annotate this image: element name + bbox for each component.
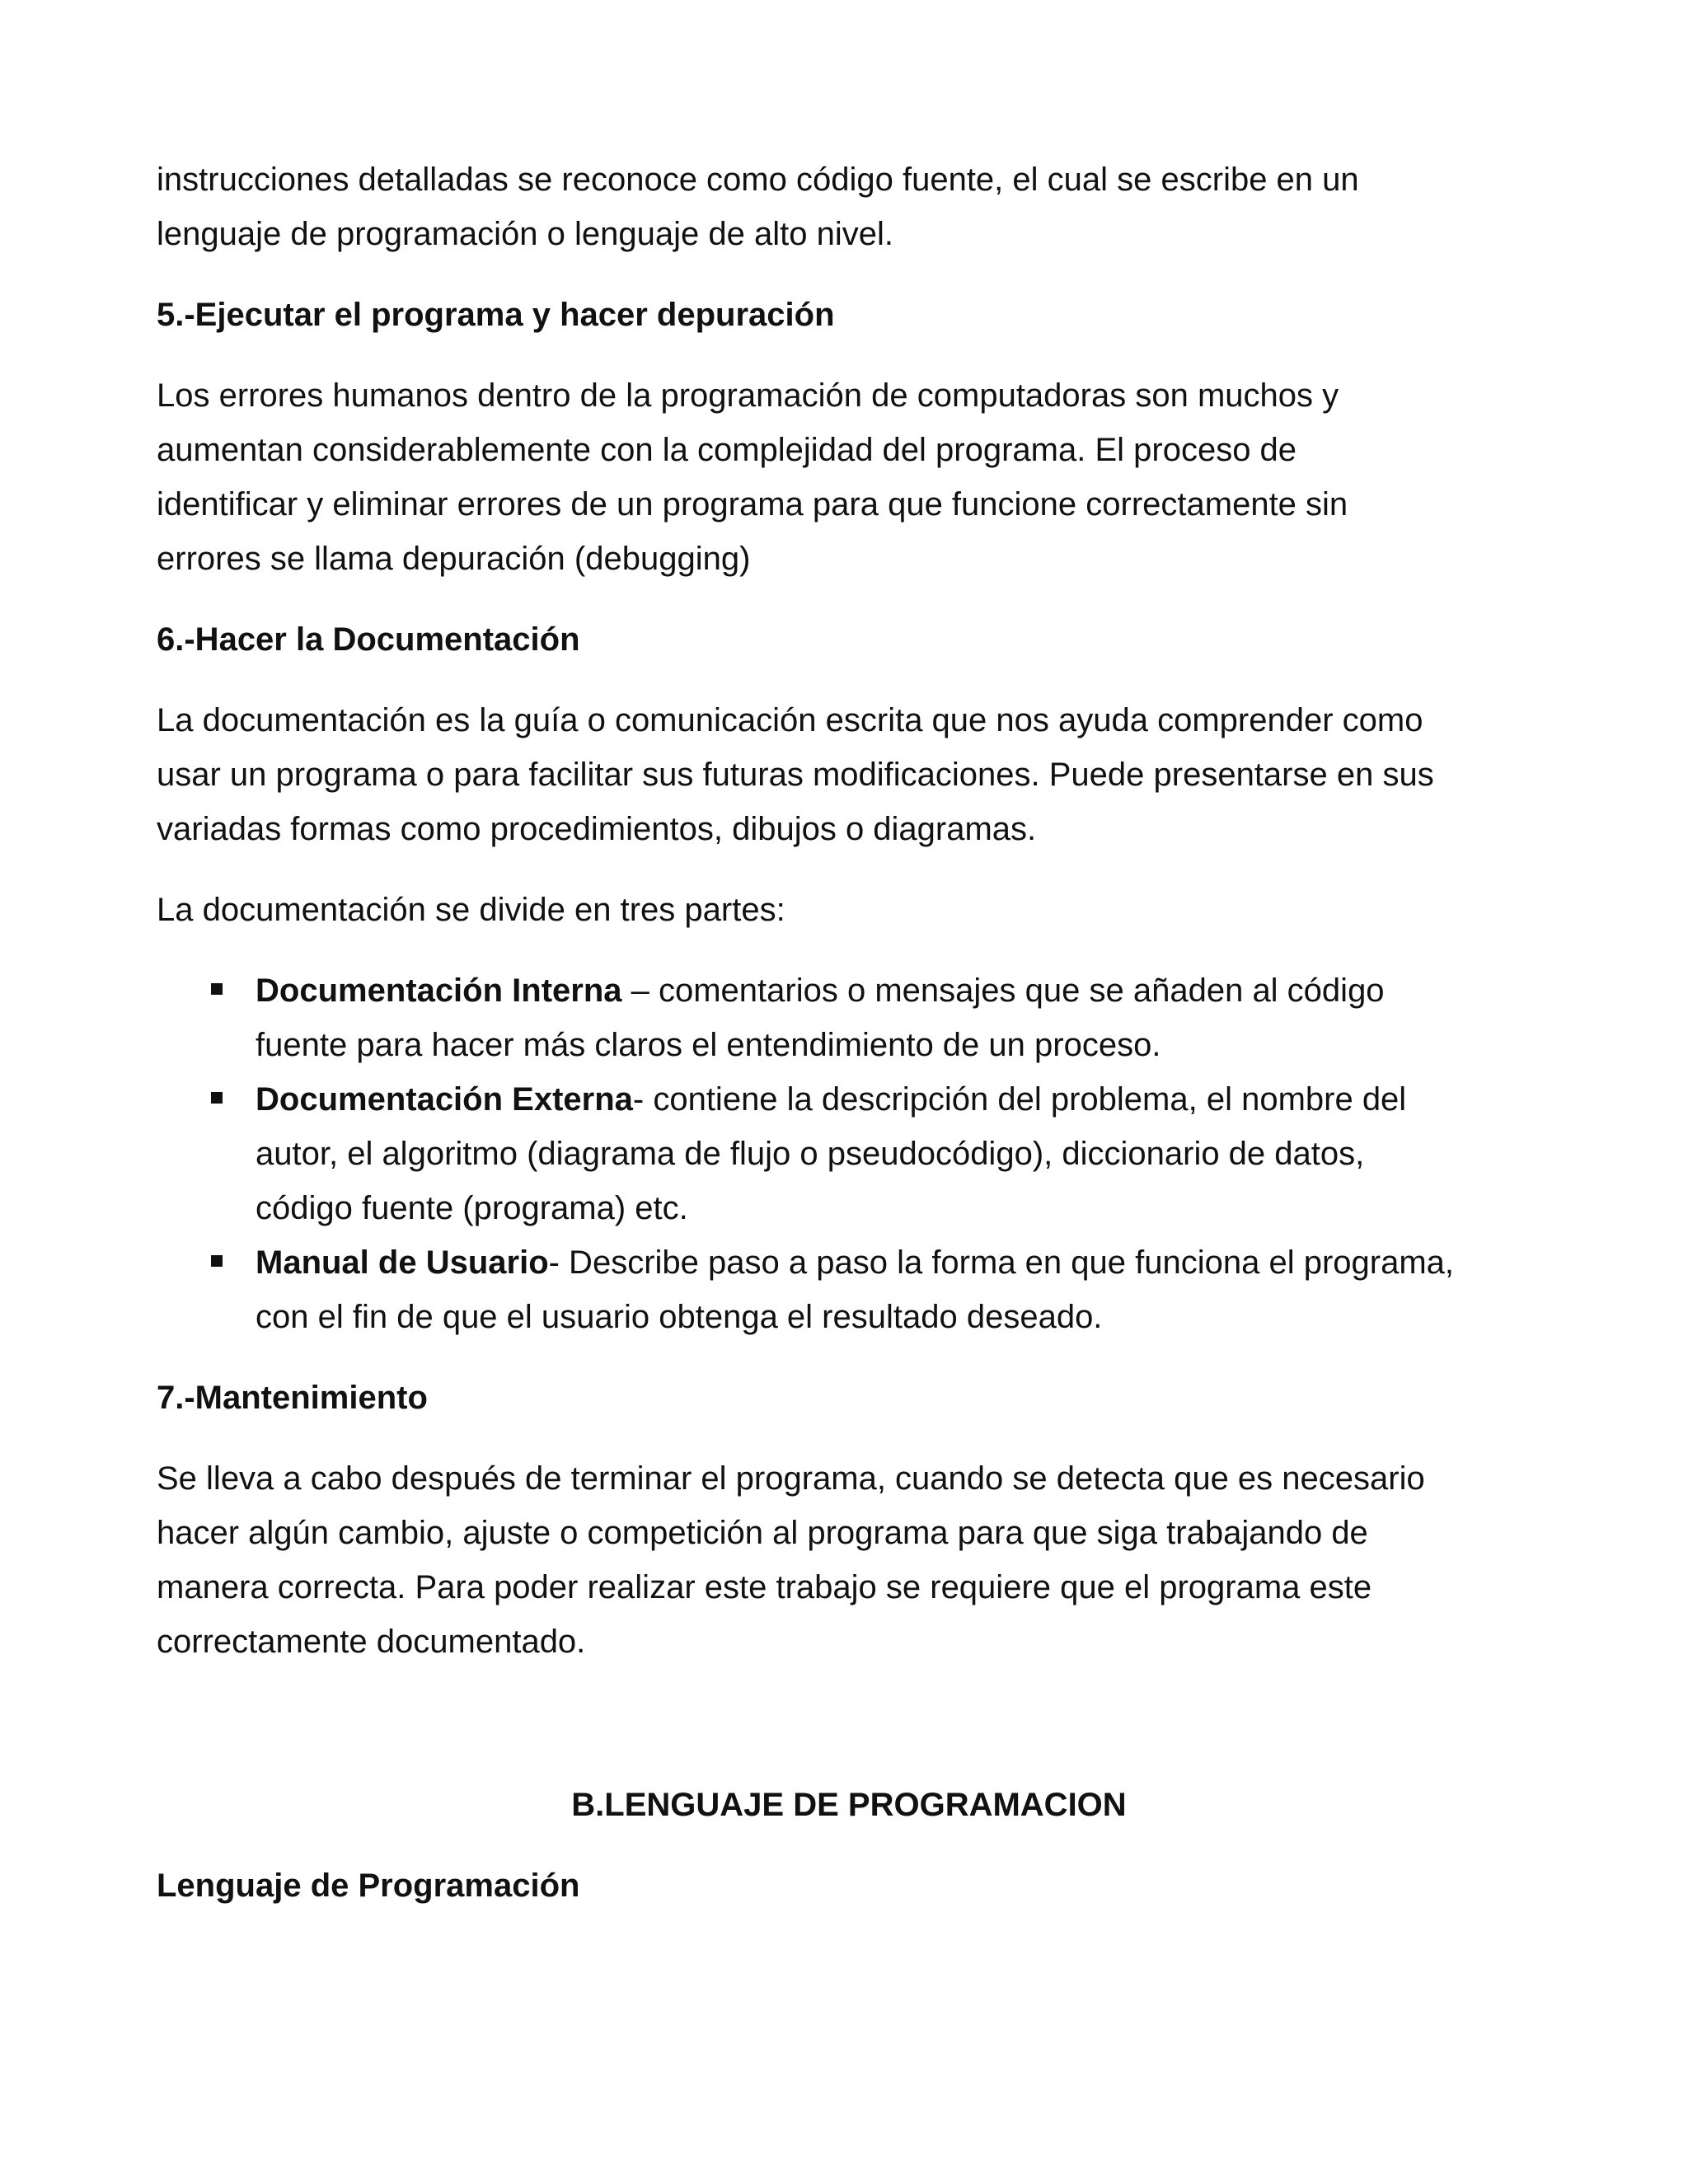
bullet-text: - Describe paso a paso la forma en que funciona el programa, xyxy=(548,1244,1455,1281)
intro-line: lenguaje de programación o lenguaje de alto nivel. xyxy=(157,216,893,252)
intro-line: instrucciones detalladas se reconoce como código fuente, el cual se escribe en un xyxy=(157,162,1359,198)
bullet-term: Documentación Interna xyxy=(256,972,622,1009)
section5-line: aumentan considerablemente con la complejidad del programa. El proceso de xyxy=(157,432,1297,468)
list-item xyxy=(157,1235,1541,1344)
bullet-text: fuente para hacer más claros el entendimiento de un proceso. xyxy=(256,1027,1161,1063)
section5-line: identificar y eliminar errores de un programa para que funcione correctamente sin xyxy=(157,486,1348,523)
section-b-title: B.LENGUAJE DE PROGRAMACION xyxy=(571,1787,1127,1823)
section-b-subheading: Lenguaje de Programación xyxy=(157,1868,580,1904)
bullet-text: con el fin de que el usuario obtenga el resultado deseado. xyxy=(256,1299,1103,1335)
section6-line: usar un programa o para facilitar sus futuras modificaciones. Puede presentarse en sus xyxy=(157,757,1434,793)
list-item xyxy=(157,1072,1541,1235)
section6-list-intro: La documentación se divide en tres partes: xyxy=(157,892,785,928)
square-bullet-icon xyxy=(211,1255,223,1267)
section6-line: variadas formas como procedimientos, dibujos o diagramas. xyxy=(157,811,1037,847)
documentation-parts-list xyxy=(157,963,1541,1344)
section7-line: hacer algún cambio, ajuste o competición al programa para que siga trabajando de xyxy=(157,1515,1368,1551)
section7-line: Se lleva a cabo después de terminar el programa, cuando se detecta que es necesario xyxy=(157,1460,1425,1497)
section5-line: Los errores humanos dentro de la programación de computadoras son muchos y xyxy=(157,377,1339,414)
bullet-text: – comentarios o mensajes que se añaden al código xyxy=(621,972,1385,1009)
list-item xyxy=(157,963,1541,1072)
document-page xyxy=(157,152,1541,1913)
section7-heading: 7.-Mantenimiento xyxy=(157,1380,428,1416)
section5-line: errores se llama depuración (debugging) xyxy=(157,541,751,577)
square-bullet-icon xyxy=(211,1092,223,1104)
bullet-text: código fuente (programa) etc. xyxy=(256,1190,688,1226)
bullet-text: autor, el algoritmo (diagrama de flujo o pseudocódigo), diccionario de datos, xyxy=(256,1136,1365,1172)
section7-line: manera correcta. Para poder realizar este trabajo se requiere que el programa este xyxy=(157,1569,1372,1605)
section5-heading: 5.-Ejecutar el programa y hacer depuración xyxy=(157,297,835,333)
section7-line: correctamente documentado. xyxy=(157,1624,586,1660)
section6-heading: 6.-Hacer la Documentación xyxy=(157,621,580,658)
bullet-term: Manual de Usuario xyxy=(256,1244,549,1281)
bullet-text: - contiene la descripción del problema, el nombre del xyxy=(632,1081,1407,1118)
square-bullet-icon xyxy=(211,983,223,995)
section6-line: La documentación es la guía o comunicación escrita que nos ayuda comprender como xyxy=(157,702,1423,738)
bullet-term: Documentación Externa xyxy=(256,1081,633,1118)
